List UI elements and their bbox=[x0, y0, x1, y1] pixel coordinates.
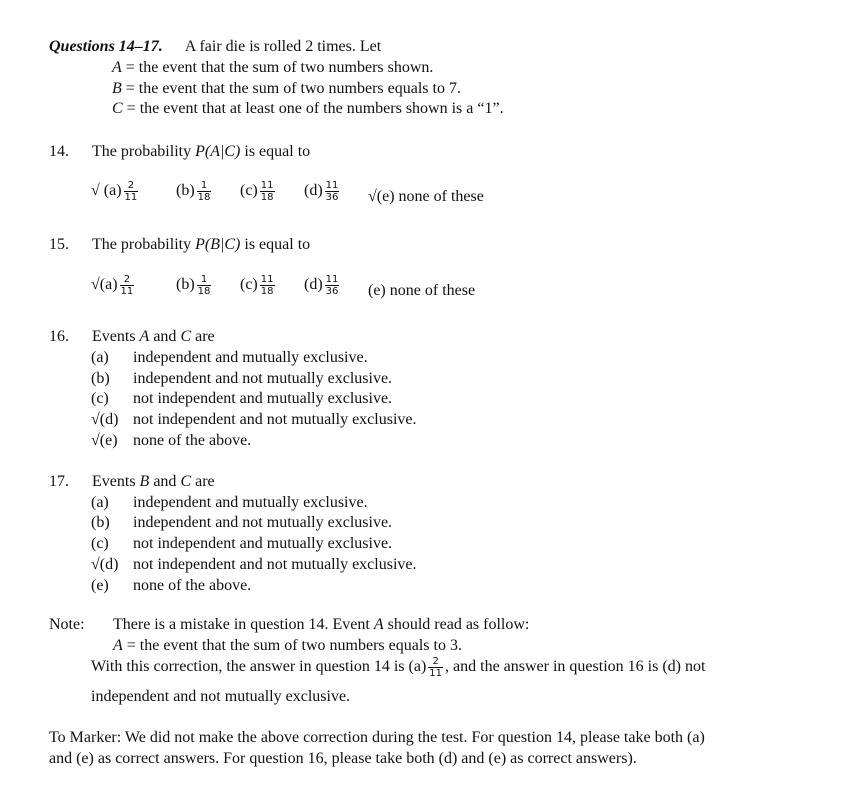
question-16-stem: Events A and C are bbox=[92, 328, 215, 345]
questions-header bbox=[49, 38, 381, 56]
question-16-number: 16. bbox=[49, 328, 69, 345]
questions-intro: A fair die is rolled 2 times. Let bbox=[184, 38, 382, 55]
marker-line-2: and (e) as correct answers. For question 16, please take both (d) and (e) as correct answers). bbox=[49, 750, 637, 767]
event-c-definition: C = the event that at least one of the numbers shown is a “1”. bbox=[112, 100, 504, 117]
q14-option-c[interactable]: (c) $\frac{11}{18}$ bbox=[240, 180, 274, 203]
q17-option-c[interactable]: (c) not independent and mutually exclusive. bbox=[91, 535, 393, 552]
q16-option-a[interactable]: (a) independent and mutually exclusive. bbox=[91, 349, 368, 366]
q17-option-d[interactable]: √(d) not independent and not mutually exclusive. bbox=[91, 556, 417, 573]
check-mark-icon: √ bbox=[91, 556, 100, 573]
q15-option-d[interactable]: (d) $\frac{11}{36}$ bbox=[304, 274, 339, 297]
question-15-options bbox=[0, 274, 853, 310]
q17-option-a[interactable]: (a) independent and mutually exclusive. bbox=[91, 494, 368, 511]
marker-line-1: To Marker: We did not make the above correction during the test. For question 14, please take both (a) bbox=[49, 729, 705, 746]
note-line-2: A = the event that the sum of two numbers equals to 3. bbox=[113, 637, 462, 654]
q14-option-a[interactable]: √ (a) $\frac{2}{11}$ bbox=[91, 180, 138, 203]
q17-option-b[interactable]: (b) independent and not mutually exclusive. bbox=[91, 514, 393, 531]
event-b-definition: B = the event that the sum of two numbers equals to 7. bbox=[112, 80, 461, 97]
q15-option-b[interactable]: (b) $\frac{1}{18}$ bbox=[176, 274, 211, 297]
check-mark-icon: √ bbox=[91, 432, 100, 449]
q15-option-e[interactable]: (e) none of these bbox=[368, 282, 476, 299]
note-line-1: There is a mistake in question 14. Event A should read as follow: bbox=[113, 616, 530, 633]
q14-option-e[interactable]: √(e) none of these bbox=[368, 188, 484, 205]
check-mark-icon: √ bbox=[91, 276, 100, 294]
q16-option-d[interactable]: √(d) not independent and not mutually exclusive. bbox=[91, 411, 417, 428]
q16-option-b[interactable]: (b) independent and not mutually exclusive. bbox=[91, 370, 393, 387]
check-mark-icon: √ bbox=[368, 188, 377, 205]
event-a-definition: A = the event that the sum of two numbers shown. bbox=[112, 59, 434, 76]
q15-option-c[interactable]: (c) $\frac{11}{18}$ bbox=[240, 274, 274, 297]
question-17-number: 17. bbox=[49, 473, 69, 490]
q15-option-a[interactable]: √(a) $\frac{2}{11}$ bbox=[91, 274, 134, 297]
question-14-options bbox=[0, 180, 853, 216]
q14-option-d[interactable]: (d) $\frac{11}{36}$ bbox=[304, 180, 339, 203]
q14-option-b[interactable]: (b) $\frac{1}{18}$ bbox=[176, 180, 211, 203]
question-15-number: 15. bbox=[49, 236, 69, 253]
question-15-stem: The probability P(B|C) is equal to bbox=[92, 236, 311, 253]
question-14-stem: The probability P(A|C) is equal to bbox=[92, 143, 311, 160]
note-label: Note: bbox=[49, 616, 85, 633]
questions-label: Questions 14–17. bbox=[49, 38, 163, 55]
note-line-4: independent and not mutually exclusive. bbox=[91, 688, 351, 705]
q16-option-c[interactable]: (c) not independent and mutually exclusive. bbox=[91, 390, 393, 407]
note-line-3: With this correction, the answer in question 14 is (a) $\frac{2}{11}$ , and the answer in question 16 is (d) not bbox=[91, 656, 706, 679]
check-mark-icon: √ bbox=[91, 182, 100, 200]
question-14-number: 14. bbox=[49, 143, 69, 160]
q16-option-e[interactable]: √(e) none of the above. bbox=[91, 432, 252, 449]
q17-option-e[interactable]: (e) none of the above. bbox=[91, 577, 252, 594]
check-mark-icon: √ bbox=[91, 411, 100, 428]
question-17-stem: Events B and C are bbox=[92, 473, 215, 490]
